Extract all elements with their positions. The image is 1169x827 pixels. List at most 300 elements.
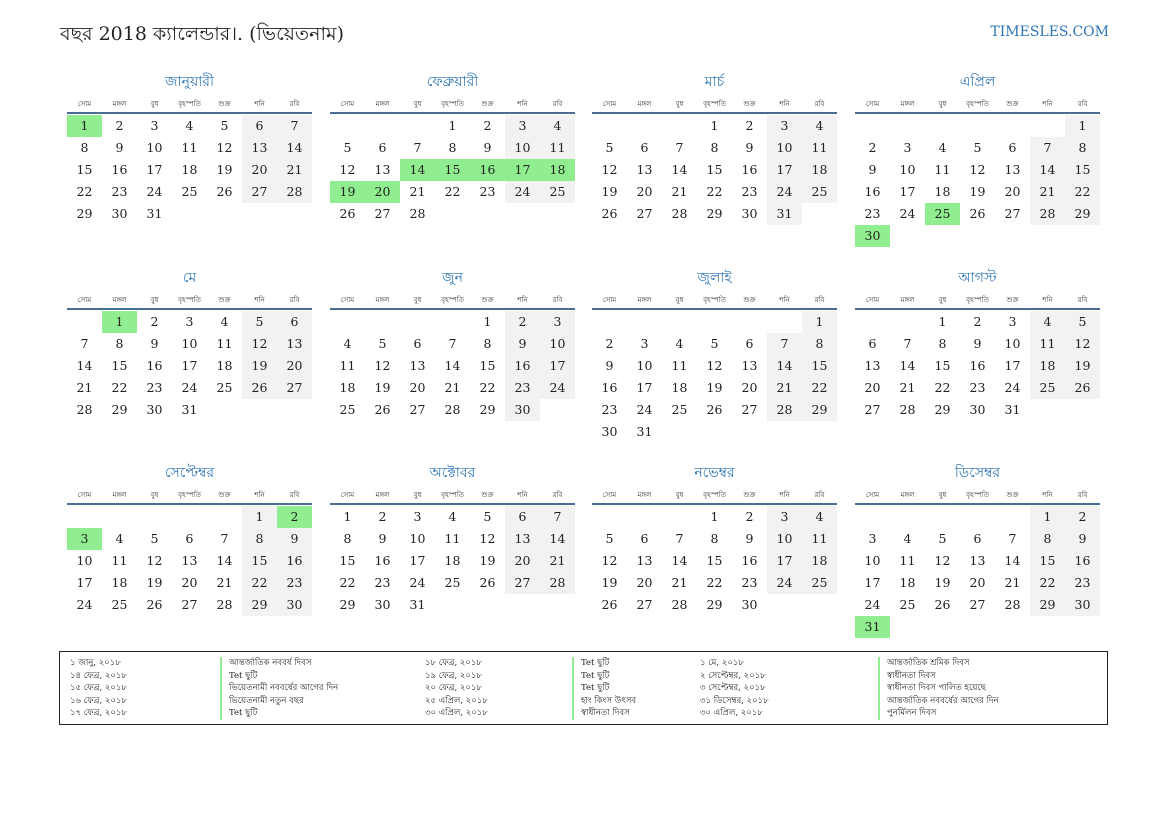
day-cell[interactable]: 24 — [540, 377, 575, 399]
day-cell[interactable]: 15 — [1065, 159, 1100, 181]
day-cell[interactable]: 19 — [706, 380, 723, 395]
day-cell[interactable]: 29 — [802, 399, 837, 421]
day-cell[interactable]: 20 — [864, 380, 881, 395]
day-cell[interactable]: 23 — [969, 380, 986, 395]
day-cell[interactable]: 15 — [706, 553, 723, 568]
holiday-day-cell[interactable]: 15 — [435, 159, 470, 181]
day-cell[interactable]: 5 — [605, 531, 614, 546]
day-cell[interactable]: 21 — [899, 380, 916, 395]
day-cell[interactable]: 3 — [640, 336, 649, 351]
day-cell[interactable]: 19 — [374, 380, 391, 395]
day-cell[interactable]: 24 — [767, 572, 802, 594]
day-cell[interactable]: 14 — [1030, 159, 1065, 181]
day-cell[interactable]: 24 — [767, 181, 802, 203]
holiday-day-cell[interactable]: 30 — [855, 225, 890, 247]
day-cell[interactable]: 7 — [277, 115, 312, 137]
day-cell[interactable]: 11 — [339, 358, 356, 373]
day-cell[interactable]: 16 — [864, 184, 881, 199]
day-cell[interactable]: 11 — [444, 531, 461, 546]
day-cell[interactable]: 8 — [1030, 528, 1065, 550]
day-cell[interactable]: 12 — [146, 553, 163, 568]
day-cell[interactable]: 28 — [409, 206, 426, 221]
day-cell[interactable]: 13 — [1004, 162, 1021, 177]
day-cell[interactable]: 23 — [741, 575, 758, 590]
day-cell[interactable]: 30 — [741, 206, 758, 221]
day-cell[interactable]: 20 — [277, 355, 312, 377]
day-cell[interactable]: 30 — [111, 206, 128, 221]
day-cell[interactable]: 7 — [767, 333, 802, 355]
day-cell[interactable]: 13 — [409, 358, 426, 373]
day-cell[interactable]: 9 — [115, 140, 124, 155]
day-cell[interactable]: 2 — [505, 311, 540, 333]
day-cell[interactable]: 29 — [706, 597, 723, 612]
day-cell[interactable]: 12 — [374, 358, 391, 373]
day-cell[interactable]: 6 — [242, 115, 277, 137]
site-link[interactable]: TIMESLES.COM — [990, 24, 1109, 40]
day-cell[interactable]: 17 — [540, 355, 575, 377]
day-cell[interactable]: 26 — [374, 402, 391, 417]
day-cell[interactable]: 31 — [409, 597, 426, 612]
day-cell[interactable]: 6 — [413, 336, 422, 351]
day-cell[interactable]: 8 — [1065, 137, 1100, 159]
day-cell[interactable]: 9 — [277, 528, 312, 550]
day-cell[interactable]: 3 — [540, 311, 575, 333]
day-cell[interactable]: 5 — [1065, 311, 1100, 333]
day-cell[interactable]: 17 — [181, 358, 198, 373]
day-cell[interactable]: 24 — [899, 206, 916, 221]
day-cell[interactable]: 24 — [76, 597, 93, 612]
day-cell[interactable]: 28 — [899, 402, 916, 417]
day-cell[interactable]: 12 — [242, 333, 277, 355]
day-cell[interactable]: 11 — [1030, 333, 1065, 355]
day-cell[interactable]: 5 — [150, 531, 159, 546]
day-cell[interactable]: 3 — [505, 115, 540, 137]
day-cell[interactable]: 13 — [181, 553, 198, 568]
day-cell[interactable]: 30 — [146, 402, 163, 417]
day-cell[interactable]: 9 — [505, 333, 540, 355]
day-cell[interactable]: 20 — [741, 380, 758, 395]
day-cell[interactable]: 3 — [413, 509, 422, 524]
day-cell[interactable]: 8 — [710, 531, 719, 546]
day-cell[interactable]: 5 — [605, 140, 614, 155]
day-cell[interactable]: 18 — [1030, 355, 1065, 377]
day-cell[interactable]: 31 — [636, 424, 653, 439]
day-cell[interactable]: 2 — [378, 509, 387, 524]
day-cell[interactable]: 23 — [1065, 572, 1100, 594]
day-cell[interactable]: 22 — [76, 184, 93, 199]
day-cell[interactable]: 16 — [741, 162, 758, 177]
day-cell[interactable]: 12 — [969, 162, 986, 177]
day-cell[interactable]: 8 — [80, 140, 89, 155]
day-cell[interactable]: 4 — [343, 336, 352, 351]
day-cell[interactable]: 30 — [969, 402, 986, 417]
day-cell[interactable]: 22 — [802, 377, 837, 399]
day-cell[interactable]: 27 — [969, 597, 986, 612]
day-cell[interactable]: 30 — [1065, 594, 1100, 616]
day-cell[interactable]: 27 — [864, 402, 881, 417]
day-cell[interactable]: 13 — [505, 528, 540, 550]
day-cell[interactable]: 15 — [706, 162, 723, 177]
day-cell[interactable]: 28 — [1004, 597, 1021, 612]
day-cell[interactable]: 14 — [899, 358, 916, 373]
day-cell[interactable]: 18 — [934, 184, 951, 199]
day-cell[interactable]: 4 — [540, 115, 575, 137]
day-cell[interactable]: 20 — [505, 550, 540, 572]
day-cell[interactable]: 8 — [343, 531, 352, 546]
day-cell[interactable]: 28 — [767, 399, 802, 421]
day-cell[interactable]: 24 — [505, 181, 540, 203]
day-cell[interactable]: 5 — [973, 140, 982, 155]
day-cell[interactable]: 19 — [934, 575, 951, 590]
day-cell[interactable]: 6 — [1008, 140, 1017, 155]
day-cell[interactable]: 17 — [636, 380, 653, 395]
day-cell[interactable]: 24 — [146, 184, 163, 199]
holiday-day-cell[interactable]: 1 — [67, 115, 102, 137]
day-cell[interactable]: 26 — [339, 206, 356, 221]
day-cell[interactable]: 5 — [483, 509, 492, 524]
day-cell[interactable]: 16 — [601, 380, 618, 395]
day-cell[interactable]: 3 — [903, 140, 912, 155]
day-cell[interactable]: 29 — [111, 402, 128, 417]
day-cell[interactable]: 25 — [802, 181, 837, 203]
day-cell[interactable]: 6 — [640, 140, 649, 155]
day-cell[interactable]: 17 — [1004, 358, 1021, 373]
day-cell[interactable]: 2 — [745, 509, 754, 524]
day-cell[interactable]: 28 — [671, 206, 688, 221]
day-cell[interactable]: 23 — [146, 380, 163, 395]
day-cell[interactable]: 28 — [277, 181, 312, 203]
day-cell[interactable]: 29 — [76, 206, 93, 221]
day-cell[interactable]: 31 — [181, 402, 198, 417]
day-cell[interactable]: 25 — [444, 575, 461, 590]
day-cell[interactable]: 27 — [636, 206, 653, 221]
day-cell[interactable]: 8 — [483, 336, 492, 351]
day-cell[interactable]: 12 — [1065, 333, 1100, 355]
day-cell[interactable]: 20 — [636, 575, 653, 590]
day-cell[interactable]: 6 — [505, 506, 540, 528]
day-cell[interactable]: 4 — [938, 140, 947, 155]
day-cell[interactable]: 22 — [706, 575, 723, 590]
day-cell[interactable]: 18 — [899, 575, 916, 590]
day-cell[interactable]: 14 — [444, 358, 461, 373]
day-cell[interactable]: 26 — [934, 597, 951, 612]
day-cell[interactable]: 23 — [479, 184, 496, 199]
day-cell[interactable]: 1 — [448, 118, 457, 133]
day-cell[interactable]: 31 — [767, 203, 802, 225]
day-cell[interactable]: 22 — [242, 572, 277, 594]
day-cell[interactable]: 2 — [605, 336, 614, 351]
day-cell[interactable]: 21 — [671, 575, 688, 590]
day-cell[interactable]: 25 — [671, 402, 688, 417]
day-cell[interactable]: 20 — [409, 380, 426, 395]
day-cell[interactable]: 24 — [1004, 380, 1021, 395]
day-cell[interactable]: 1 — [1065, 115, 1100, 137]
day-cell[interactable]: 9 — [868, 162, 877, 177]
day-cell[interactable]: 1 — [710, 118, 719, 133]
day-cell[interactable]: 7 — [1008, 531, 1017, 546]
day-cell[interactable]: 9 — [1065, 528, 1100, 550]
day-cell[interactable]: 7 — [903, 336, 912, 351]
day-cell[interactable]: 1 — [242, 506, 277, 528]
day-cell[interactable]: 3 — [185, 314, 194, 329]
day-cell[interactable]: 29 — [706, 206, 723, 221]
day-cell[interactable]: 28 — [216, 597, 233, 612]
day-cell[interactable]: 16 — [741, 553, 758, 568]
day-cell[interactable]: 31 — [1004, 402, 1021, 417]
day-cell[interactable]: 27 — [242, 181, 277, 203]
day-cell[interactable]: 22 — [934, 380, 951, 395]
day-cell[interactable]: 26 — [706, 402, 723, 417]
holiday-day-cell[interactable]: 16 — [470, 159, 505, 181]
day-cell[interactable]: 13 — [636, 162, 653, 177]
day-cell[interactable]: 4 — [802, 115, 837, 137]
day-cell[interactable]: 16 — [146, 358, 163, 373]
day-cell[interactable]: 10 — [767, 137, 802, 159]
day-cell[interactable]: 4 — [675, 336, 684, 351]
day-cell[interactable]: 3 — [868, 531, 877, 546]
day-cell[interactable]: 2 — [745, 118, 754, 133]
day-cell[interactable]: 14 — [277, 137, 312, 159]
day-cell[interactable]: 6 — [973, 531, 982, 546]
day-cell[interactable]: 26 — [242, 377, 277, 399]
holiday-day-cell[interactable]: 2 — [277, 506, 312, 528]
day-cell[interactable]: 25 — [899, 597, 916, 612]
day-cell[interactable]: 28 — [1030, 203, 1065, 225]
day-cell[interactable]: 9 — [483, 140, 492, 155]
day-cell[interactable]: 15 — [339, 553, 356, 568]
day-cell[interactable]: 12 — [706, 358, 723, 373]
day-cell[interactable]: 9 — [973, 336, 982, 351]
day-cell[interactable]: 18 — [802, 159, 837, 181]
day-cell[interactable]: 3 — [150, 118, 159, 133]
day-cell[interactable]: 18 — [216, 358, 233, 373]
day-cell[interactable]: 7 — [413, 140, 422, 155]
day-cell[interactable]: 27 — [181, 597, 198, 612]
day-cell[interactable]: 1 — [710, 509, 719, 524]
day-cell[interactable]: 11 — [802, 137, 837, 159]
day-cell[interactable]: 30 — [601, 424, 618, 439]
day-cell[interactable]: 24 — [409, 575, 426, 590]
day-cell[interactable]: 12 — [479, 531, 496, 546]
day-cell[interactable]: 2 — [150, 314, 159, 329]
day-cell[interactable]: 17 — [146, 162, 163, 177]
day-cell[interactable]: 15 — [242, 550, 277, 572]
day-cell[interactable]: 4 — [185, 118, 194, 133]
day-cell[interactable]: 15 — [76, 162, 93, 177]
day-cell[interactable]: 23 — [505, 377, 540, 399]
day-cell[interactable]: 8 — [242, 528, 277, 550]
day-cell[interactable]: 4 — [115, 531, 124, 546]
day-cell[interactable]: 1 — [343, 509, 352, 524]
day-cell[interactable]: 30 — [741, 597, 758, 612]
day-cell[interactable]: 8 — [448, 140, 457, 155]
day-cell[interactable]: 26 — [601, 206, 618, 221]
day-cell[interactable]: 14 — [1004, 553, 1021, 568]
day-cell[interactable]: 24 — [864, 597, 881, 612]
day-cell[interactable]: 26 — [479, 575, 496, 590]
day-cell[interactable]: 29 — [934, 402, 951, 417]
day-cell[interactable]: 4 — [903, 531, 912, 546]
day-cell[interactable]: 9 — [150, 336, 159, 351]
day-cell[interactable]: 20 — [181, 575, 198, 590]
day-cell[interactable]: 19 — [146, 575, 163, 590]
day-cell[interactable]: 11 — [181, 140, 198, 155]
day-cell[interactable]: 9 — [745, 531, 754, 546]
day-cell[interactable]: 29 — [242, 594, 277, 616]
day-cell[interactable]: 4 — [1030, 311, 1065, 333]
day-cell[interactable]: 12 — [601, 553, 618, 568]
day-cell[interactable]: 14 — [216, 553, 233, 568]
day-cell[interactable]: 10 — [409, 531, 426, 546]
day-cell[interactable]: 27 — [374, 206, 391, 221]
day-cell[interactable]: 25 — [802, 572, 837, 594]
day-cell[interactable]: 5 — [220, 118, 229, 133]
day-cell[interactable]: 11 — [540, 137, 575, 159]
day-cell[interactable]: 13 — [741, 358, 758, 373]
day-cell[interactable]: 24 — [636, 402, 653, 417]
day-cell[interactable]: 13 — [636, 553, 653, 568]
day-cell[interactable]: 9 — [378, 531, 387, 546]
day-cell[interactable]: 14 — [671, 162, 688, 177]
day-cell[interactable]: 4 — [802, 506, 837, 528]
day-cell[interactable]: 21 — [1030, 181, 1065, 203]
day-cell[interactable]: 10 — [146, 140, 163, 155]
day-cell[interactable]: 10 — [505, 137, 540, 159]
day-cell[interactable]: 30 — [505, 399, 540, 421]
day-cell[interactable]: 19 — [969, 184, 986, 199]
day-cell[interactable]: 2 — [115, 118, 124, 133]
day-cell[interactable]: 7 — [1030, 137, 1065, 159]
day-cell[interactable]: 7 — [540, 506, 575, 528]
day-cell[interactable]: 21 — [444, 380, 461, 395]
day-cell[interactable]: 17 — [76, 575, 93, 590]
day-cell[interactable]: 16 — [505, 355, 540, 377]
day-cell[interactable]: 6 — [868, 336, 877, 351]
day-cell[interactable]: 16 — [969, 358, 986, 373]
day-cell[interactable]: 19 — [216, 162, 233, 177]
day-cell[interactable]: 21 — [76, 380, 93, 395]
day-cell[interactable]: 17 — [767, 159, 802, 181]
day-cell[interactable]: 27 — [409, 402, 426, 417]
day-cell[interactable]: 22 — [339, 575, 356, 590]
day-cell[interactable]: 8 — [710, 140, 719, 155]
day-cell[interactable]: 8 — [115, 336, 124, 351]
day-cell[interactable]: 20 — [969, 575, 986, 590]
day-cell[interactable]: 16 — [277, 550, 312, 572]
day-cell[interactable]: 17 — [899, 184, 916, 199]
day-cell[interactable]: 26 — [969, 206, 986, 221]
day-cell[interactable]: 22 — [479, 380, 496, 395]
day-cell[interactable]: 29 — [479, 402, 496, 417]
day-cell[interactable]: 18 — [339, 380, 356, 395]
day-cell[interactable]: 13 — [374, 162, 391, 177]
day-cell[interactable]: 19 — [601, 575, 618, 590]
day-cell[interactable]: 11 — [216, 336, 233, 351]
day-cell[interactable]: 22 — [444, 184, 461, 199]
day-cell[interactable]: 13 — [969, 553, 986, 568]
day-cell[interactable]: 9 — [745, 140, 754, 155]
holiday-day-cell[interactable]: 18 — [540, 159, 575, 181]
day-cell[interactable]: 10 — [636, 358, 653, 373]
holiday-day-cell[interactable]: 31 — [855, 616, 890, 638]
day-cell[interactable]: 25 — [1030, 377, 1065, 399]
day-cell[interactable]: 22 — [1030, 572, 1065, 594]
day-cell[interactable]: 28 — [76, 402, 93, 417]
day-cell[interactable]: 27 — [277, 377, 312, 399]
day-cell[interactable]: 5 — [378, 336, 387, 351]
holiday-day-cell[interactable]: 14 — [400, 159, 435, 181]
day-cell[interactable]: 23 — [864, 206, 881, 221]
day-cell[interactable]: 19 — [479, 553, 496, 568]
day-cell[interactable]: 5 — [938, 531, 947, 546]
day-cell[interactable]: 5 — [343, 140, 352, 155]
day-cell[interactable]: 31 — [146, 206, 163, 221]
day-cell[interactable]: 10 — [767, 528, 802, 550]
holiday-day-cell[interactable]: 20 — [365, 181, 400, 203]
day-cell[interactable]: 21 — [1004, 575, 1021, 590]
day-cell[interactable]: 12 — [216, 140, 233, 155]
day-cell[interactable]: 8 — [938, 336, 947, 351]
day-cell[interactable]: 15 — [802, 355, 837, 377]
day-cell[interactable]: 6 — [277, 311, 312, 333]
day-cell[interactable]: 26 — [1065, 377, 1100, 399]
day-cell[interactable]: 7 — [675, 531, 684, 546]
day-cell[interactable]: 25 — [181, 184, 198, 199]
day-cell[interactable]: 6 — [745, 336, 754, 351]
day-cell[interactable]: 22 — [111, 380, 128, 395]
day-cell[interactable]: 8 — [802, 333, 837, 355]
day-cell[interactable]: 13 — [277, 333, 312, 355]
day-cell[interactable]: 30 — [374, 597, 391, 612]
day-cell[interactable]: 14 — [540, 528, 575, 550]
day-cell[interactable]: 3 — [767, 115, 802, 137]
day-cell[interactable]: 27 — [636, 597, 653, 612]
day-cell[interactable]: 14 — [76, 358, 93, 373]
holiday-day-cell[interactable]: 1 — [102, 311, 137, 333]
day-cell[interactable]: 11 — [802, 528, 837, 550]
day-cell[interactable]: 20 — [636, 184, 653, 199]
day-cell[interactable]: 12 — [601, 162, 618, 177]
day-cell[interactable]: 26 — [601, 597, 618, 612]
day-cell[interactable]: 17 — [864, 575, 881, 590]
day-cell[interactable]: 25 — [540, 181, 575, 203]
day-cell[interactable]: 16 — [111, 162, 128, 177]
day-cell[interactable]: 19 — [1065, 355, 1100, 377]
day-cell[interactable]: 16 — [374, 553, 391, 568]
day-cell[interactable]: 10 — [76, 553, 93, 568]
day-cell[interactable]: 10 — [899, 162, 916, 177]
day-cell[interactable]: 21 — [409, 184, 426, 199]
day-cell[interactable]: 19 — [242, 355, 277, 377]
day-cell[interactable]: 7 — [80, 336, 89, 351]
day-cell[interactable]: 12 — [934, 553, 951, 568]
day-cell[interactable]: 4 — [220, 314, 229, 329]
day-cell[interactable]: 17 — [767, 550, 802, 572]
day-cell[interactable]: 29 — [1030, 594, 1065, 616]
day-cell[interactable]: 11 — [899, 553, 916, 568]
day-cell[interactable]: 5 — [710, 336, 719, 351]
day-cell[interactable]: 25 — [339, 402, 356, 417]
day-cell[interactable]: 18 — [444, 553, 461, 568]
day-cell[interactable]: 23 — [374, 575, 391, 590]
day-cell[interactable]: 5 — [242, 311, 277, 333]
day-cell[interactable]: 1 — [802, 311, 837, 333]
day-cell[interactable]: 17 — [409, 553, 426, 568]
day-cell[interactable]: 11 — [671, 358, 688, 373]
day-cell[interactable]: 22 — [1065, 181, 1100, 203]
day-cell[interactable]: 20 — [242, 159, 277, 181]
day-cell[interactable]: 1 — [1030, 506, 1065, 528]
